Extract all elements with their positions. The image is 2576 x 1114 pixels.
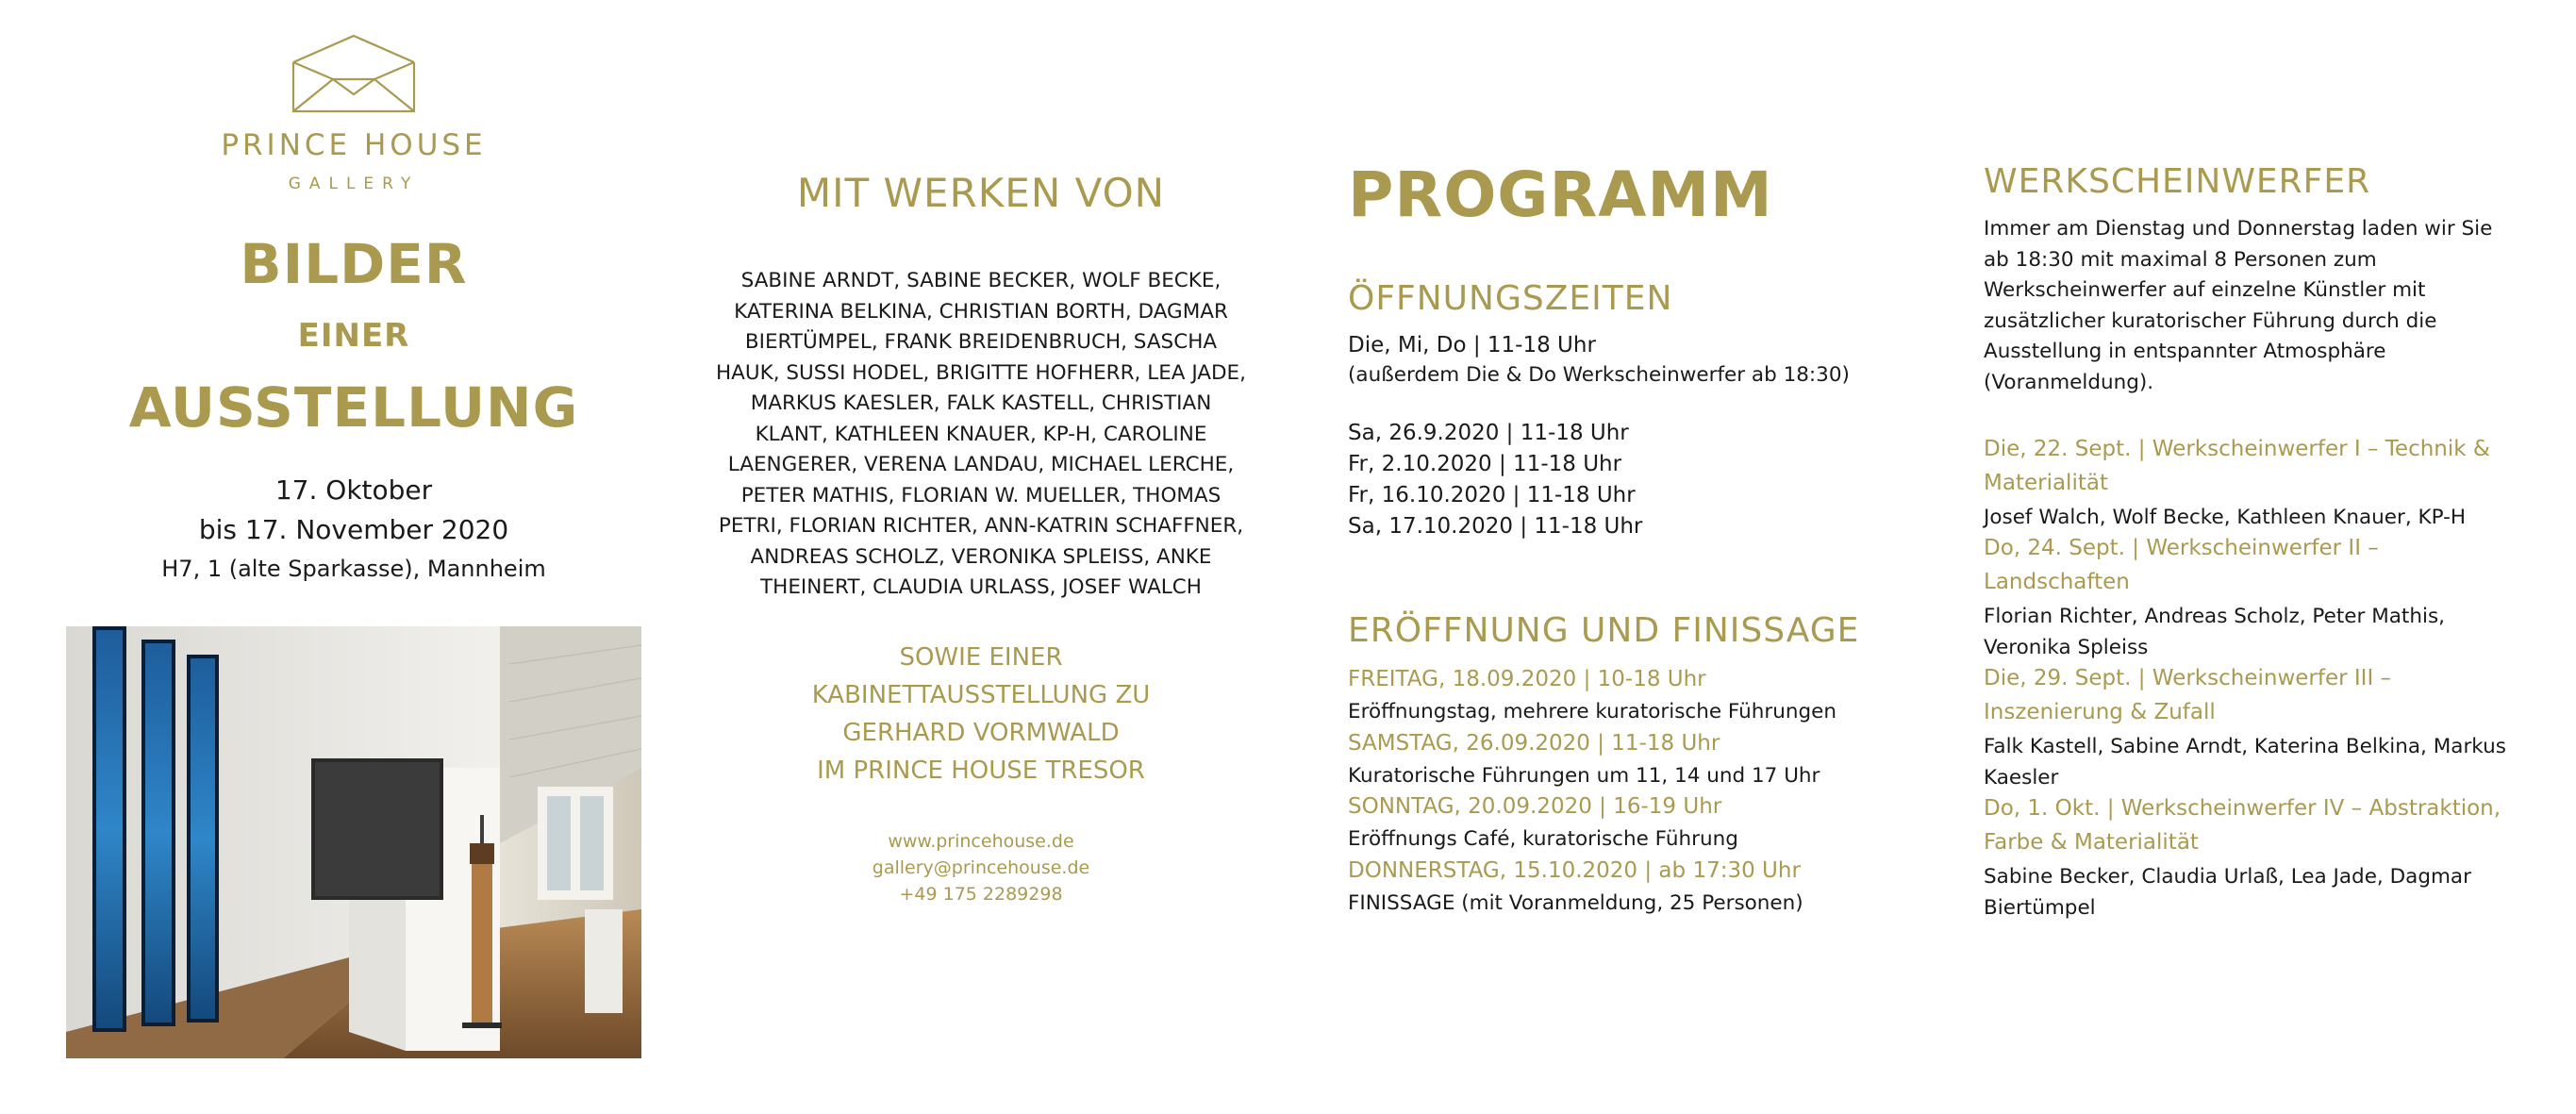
house-outline-logo-icon [288, 34, 420, 113]
session-heading-line: Die, 29. Sept. | Werkscheinwerfer III – [1984, 666, 2392, 690]
exhibition-title-line-3: AUSSTELLUNG [128, 375, 579, 440]
event-heading: FREITAG, 18.09.2020 | 10-18 Uhr [1348, 667, 1706, 691]
session-heading [1984, 791, 2531, 859]
session-artists-line: Sabine Becker, Claudia Urlaß, Lea Jade, Dagmar [1984, 865, 2471, 889]
event-heading: SONNTAG, 20.09.2020 | 16-19 Uhr [1348, 794, 1722, 819]
session-heading-line: Landschaften [1984, 570, 2130, 594]
werkscheinwerfer-intro [1984, 214, 2531, 398]
session-artists-line: Biertümpel [1984, 896, 2096, 920]
cabinet-line: SOWIE EINER [899, 643, 1063, 672]
event-description: Kuratorische Führungen um 11, 14 und 17 Uhr [1348, 764, 1820, 788]
phone-number: +49 175 2289298 [899, 884, 1063, 905]
session-artists-line: Veronika Spleiss [1984, 636, 2149, 659]
brand-name: PRINCE HOUSE [221, 128, 487, 162]
artists-line: BIERTÜMPEL, FRANK BREIDENBRUCH, SASCHA [744, 330, 1218, 354]
artists-line: HAUK, SUSSI HODEL, BRIGITTE HOFHERR, LEA JADE, [716, 360, 1246, 385]
event-heading: SAMSTAG, 26.09.2020 | 11-18 Uhr [1348, 731, 1720, 756]
session-artists [1984, 731, 2531, 793]
session-artists-line: Josef Walch, Wolf Becke, Kathleen Knauer, KP-H [1984, 506, 2467, 529]
session-heading-line: Die, 22. Sept. | Werkscheinwerfer I – Technik & [1984, 437, 2490, 461]
opening-hours-line: Die, Mi, Do | 11-18 Uhr [1348, 333, 1596, 357]
session-heading [1984, 432, 2531, 500]
session-heading-line: Farbe & Materialität [1984, 830, 2199, 855]
session-heading-line: Do, 24. Sept. | Werkscheinwerfer II – [1984, 536, 2379, 560]
artists-line: PETRI, FLORIAN RICHTER, ANN-KATRIN SCHAFFNER, [718, 514, 1244, 538]
artists-line: KLANT, KATHLEEN KNAUER, KP-H, CAROLINE [755, 422, 1207, 446]
artists-line: LAENGERER, VERENA LANDAU, MICHAEL LERCHE, [727, 453, 1235, 476]
exhibition-date-end: bis 17. November 2020 [198, 514, 509, 545]
cabinet-exhibition-note [698, 639, 1264, 790]
cabinet-line: IM PRINCE HOUSE TRESOR [817, 757, 1145, 785]
session-artists-line: Kaesler [1984, 766, 2059, 790]
intro-line: Immer am Dienstag und Donnerstag laden wir Sie [1984, 217, 2493, 241]
exhibition-title-line-2: EINER [297, 317, 410, 355]
extra-date: Sa, 26.9.2020 | 11-18 Uhr [1348, 421, 1629, 445]
brand-subtitle: GALLERY [288, 175, 420, 193]
session-artists [1984, 502, 2531, 533]
session-heading-line: Inszenierung & Zufall [1984, 700, 2216, 724]
cabinet-line: GERHARD VORMWALD [842, 719, 1120, 747]
session-artists-line: Florian Richter, Andreas Scholz, Peter Mathis, [1984, 605, 2445, 628]
extra-date: Sa, 17.10.2020 | 11-18 Uhr [1348, 514, 1643, 539]
program-heading: PROGRAMM [1348, 158, 1773, 231]
event-description: FINISSAGE (mit Voranmeldung, 25 Personen) [1348, 891, 1803, 915]
opening-hours-heading: ÖFFNUNGSZEITEN [1348, 279, 1673, 318]
events-heading: ERÖFFNUNG UND FINISSAGE [1348, 611, 1860, 650]
intro-line: zusätzlicher kuratorischer Führung durch die [1984, 308, 2437, 333]
artists-line: ANDREAS SCHOLZ, VERONIKA SPLEISS, ANKE [750, 544, 1212, 569]
exhibition-address: H7, 1 (alte Sparkasse), Mannheim [161, 556, 546, 582]
cabinet-line: KABINETTAUSSTELLUNG ZU [811, 681, 1151, 709]
session-artists [1984, 861, 2531, 923]
session-artists [1984, 601, 2531, 663]
intro-line: Ausstellung in entspannter Atmosphäre [1984, 340, 2386, 363]
event-heading: DONNERSTAG, 15.10.2020 | ab 17:30 Uhr [1348, 858, 1801, 883]
session-heading-line: Do, 1. Okt. | Werkscheinwerfer IV – Abstraktion, [1984, 796, 2501, 821]
artists-list [698, 266, 1264, 604]
extra-date: Fr, 2.10.2020 | 11-18 Uhr [1348, 452, 1622, 476]
exhibition-date-start: 17. Oktober [274, 474, 433, 506]
event-description: Eröffnungs Café, kuratorische Führung [1348, 827, 1738, 851]
werkscheinwerfer-heading: WERKSCHEINWERFER [1984, 162, 2371, 201]
website-link[interactable]: www.princehouse.de [888, 831, 1074, 852]
artists-line: MARKUS KAESLER, FALK KASTELL, CHRISTIAN [750, 391, 1212, 415]
artists-line: THEINERT, CLAUDIA URLASS, JOSEF WALCH [760, 575, 1202, 599]
session-heading [1984, 531, 2531, 599]
session-heading-line: Materialität [1984, 471, 2108, 495]
artists-line: SABINE ARNDT, SABINE BECKER, WOLF BECKE, [740, 269, 1222, 292]
session-artists-line: Falk Kastell, Sabine Arndt, Katerina Belkina, Markus [1984, 735, 2506, 758]
artists-heading: MIT WERKEN VON [796, 170, 1166, 216]
email-link[interactable]: gallery@princehouse.de [872, 857, 1090, 878]
extra-date: Fr, 16.10.2020 | 11-18 Uhr [1348, 483, 1636, 507]
contact-block [698, 828, 1264, 907]
exhibition-title-line-1: BILDER [240, 232, 468, 296]
intro-line: ab 18:30 mit maximal 8 Personen zum [1984, 247, 2377, 272]
session-heading [1984, 661, 2531, 729]
artists-line: KATERINA BELKINA, CHRISTIAN BORTH, DAGMAR [734, 299, 1228, 324]
opening-hours-note: (außerdem Die & Do Werkscheinwerfer ab 18:30) [1348, 363, 1850, 387]
gallery-photo [66, 626, 641, 1058]
event-description: Eröffnungstag, mehrere kuratorische Führungen [1348, 700, 1836, 723]
artists-line: PETER MATHIS, FLORIAN W. MUELLER, THOMAS [740, 483, 1222, 507]
intro-line: (Voranmeldung). [1984, 370, 2154, 394]
intro-line: Werkscheinwerfer auf einzelne Künstler mit [1984, 278, 2426, 302]
